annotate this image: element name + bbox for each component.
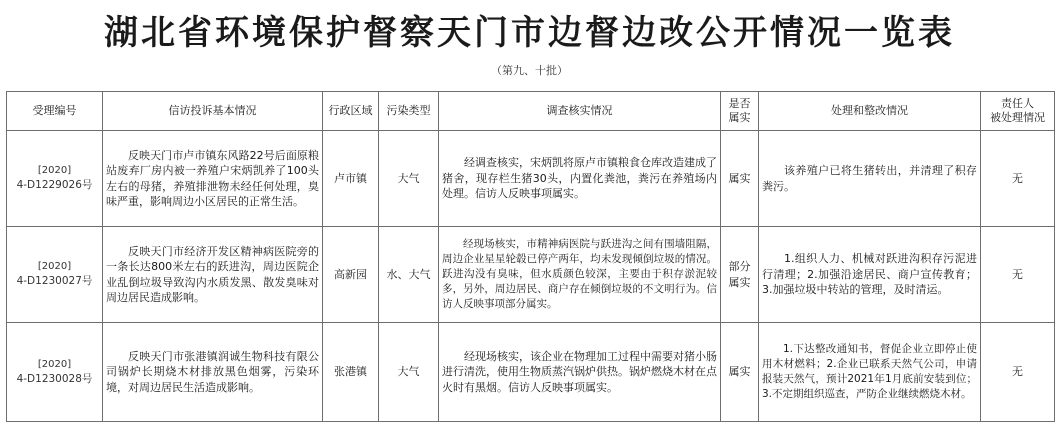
header-accountability: 责任人 被处理情况 — [981, 92, 1055, 131]
case-id: [2020] 4-D1230028号 — [7, 323, 103, 422]
verified-status: 属实 — [721, 131, 759, 227]
accountability: 无 — [981, 323, 1055, 422]
header-complaint: 信访投诉基本情况 — [103, 92, 323, 131]
accountability: 无 — [981, 227, 1055, 323]
header-pollution: 污染类型 — [379, 92, 439, 131]
complaint-text: 反映天门市经济开发区精神病医院旁的一条长达800米左右的跃进沟，周边医院企业乱倒垃圾导致沟内水质发黑、散发臭味对周边居民造成影响。 — [103, 227, 323, 323]
district: 张港镇 — [323, 323, 379, 422]
header-investigation: 调查核实情况 — [439, 92, 721, 131]
complaint-text: 反映天门市张港镇润诚生物科技有限公司锅炉长期烧木材排放黑色烟雾，污染环境，对周边居民生活造成影响。 — [103, 323, 323, 422]
accountability: 无 — [981, 131, 1055, 227]
page-title: 湖北省环境保护督察天门市边督边改公开情况一览表 — [104, 13, 955, 53]
case-id: [2020] 4-D1229026号 — [7, 131, 103, 227]
header-verified: 是否 属实 — [721, 92, 759, 131]
case-id: [2020] 4-D1230027号 — [7, 227, 103, 323]
complaint-text: 反映天门市卢市镇东风路22号后面原粮站废弃厂房内被一养殖户宋炳凯养了100头左右的母猪，养殖排泄物未经任何处理，臭味严重，影响周边小区居民的正常生活。 — [103, 131, 323, 227]
district: 卢市镇 — [323, 131, 379, 227]
table-row — [7, 131, 1055, 227]
batch-subtitle: （第九、十批） — [491, 64, 568, 77]
pollution-type: 水、大气 — [379, 227, 439, 323]
handling-text: 1.下达整改通知书，督促企业立即停止使用木材燃料；2.企业已联系天然气公司，申请报装天然气，预计2021年1月底前安装到位；3.不定期组织巡查，严防企业继续燃烧木材。 — [759, 323, 981, 422]
verified-status: 属实 — [721, 323, 759, 422]
investigation-text: 经现场核实，市精神病医院与跃进沟之间有围墙阻隔，周边企业星星轮毂已停产两年，均未发现倾倒垃圾的情况。跃进沟没有臭味，但水质颜色较深，主要由于积存淤泥较多，另外，周边居民、商户存在倾倒垃圾的不文明行为。信访人反映事项部分属实。 — [439, 227, 721, 323]
table-header-row — [7, 92, 1055, 131]
header-id: 受理编号 — [7, 92, 103, 131]
handling-text: 1.组织人力、机械对跃进沟积存污泥进行清理；2.加强沿途居民、商户宣传教育；3.加强垃圾中转站的管理，及时清运。 — [759, 227, 981, 323]
district: 高新园 — [323, 227, 379, 323]
investigation-text: 经调查核实，宋炳凯将原卢市镇粮食仓库改造建成了猪舍，现存栏生猪30头，内置化粪池，粪污在养殖场内处理。信访人反映事项属实。 — [439, 131, 721, 227]
pollution-type: 大气 — [379, 131, 439, 227]
verified-status: 部分属实 — [721, 227, 759, 323]
table-row — [7, 227, 1055, 323]
handling-text: 该养殖户已将生猪转出，并清理了积存粪污。 — [759, 131, 981, 227]
pollution-type: 大气 — [379, 323, 439, 422]
header-district: 行政区域 — [323, 92, 379, 131]
investigation-text: 经现场核实，该企业在物理加工过程中需要对猪小肠进行清洗，使用生物质蒸汽锅炉供热。锅炉燃烧木材在点火时有黑烟。信访人反映事项属实。 — [439, 323, 721, 422]
header-handling: 处理和整改情况 — [759, 92, 981, 131]
disclosure-table — [6, 91, 1055, 422]
table-row — [7, 323, 1055, 422]
